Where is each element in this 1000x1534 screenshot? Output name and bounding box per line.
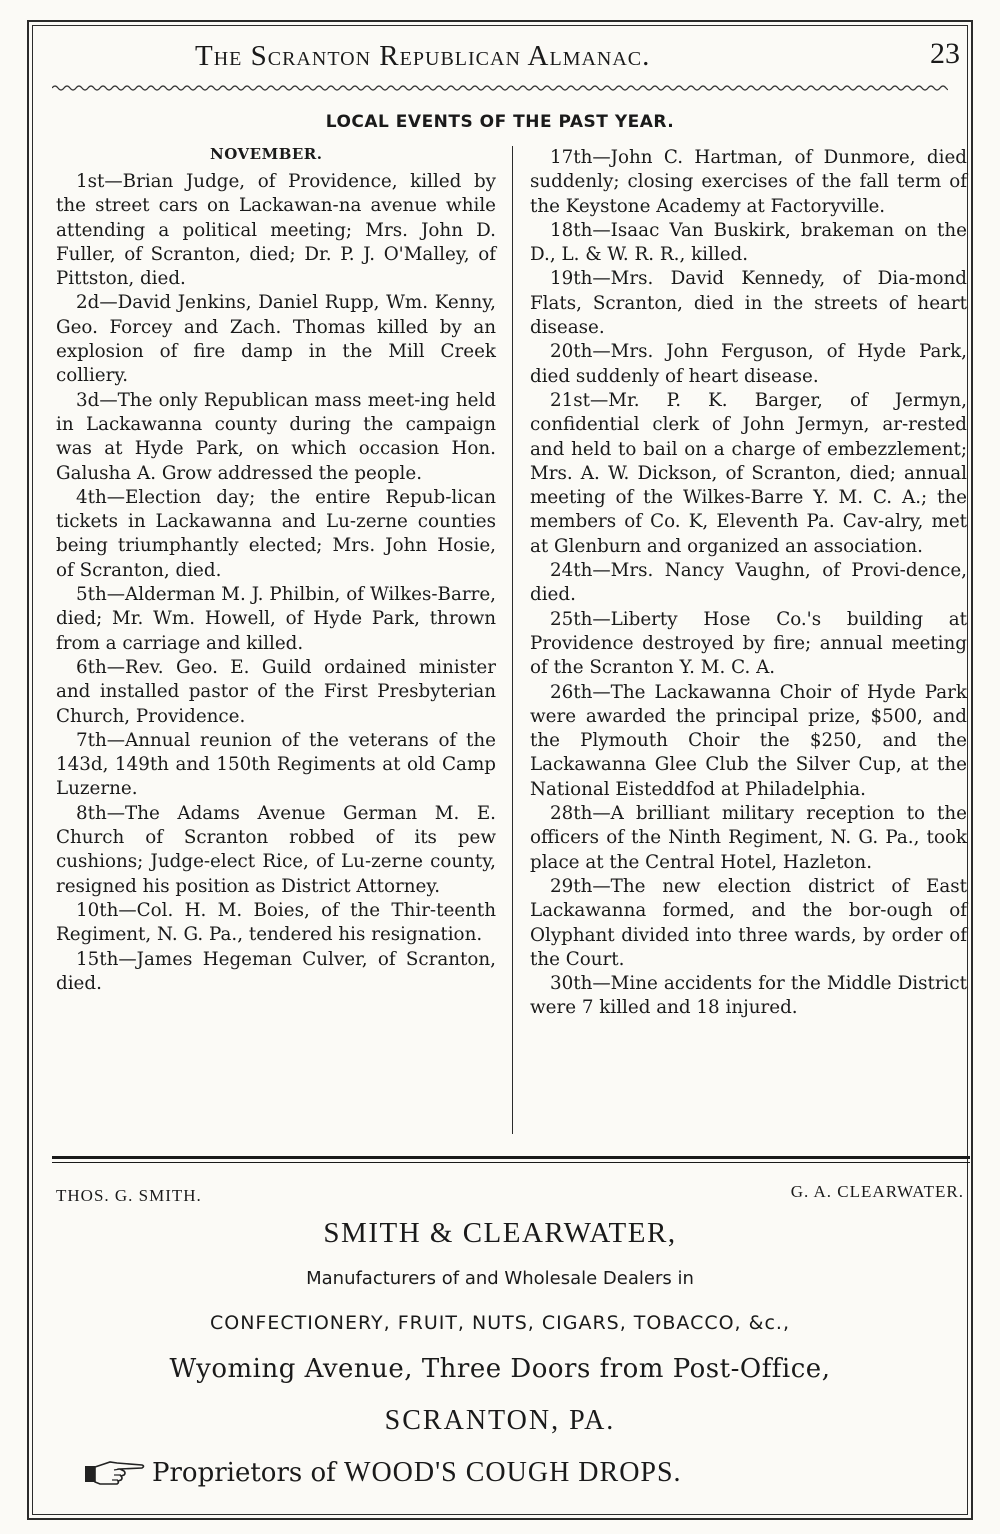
section-title: LOCAL EVENTS OF THE PAST YEAR. <box>325 112 675 132</box>
event-entry: 1st—Brian Judge, of Providence, killed by the street cars on Lackawan-na avenue while attending a political meeting; Mrs. John D. Fuller, of Scranton, died; Dr. P. J. O'Malley, of Pittston, died. <box>56 171 496 290</box>
event-entry: 18th—Isaac Van Buskirk, brakeman on the D., L. & W. R. R., killed. <box>530 219 967 266</box>
event-entry: 26th—The Lackawanna Choir of Hyde Park were awarded the principal prize, $500, and the Plymouth Choir the $250, and the Lackawanna Glee Club the Silver Cup, at the National Eisteddfod at Philadelphia. <box>530 681 967 800</box>
events-column-right <box>530 146 967 1021</box>
partner-name-right: G. A. CLEARWATER. <box>790 1182 964 1201</box>
event-entry: 25th—Liberty Hose Co.'s building at Providence destroyed by fire; annual meeting of the Scranton Y. M. C. A. <box>530 608 967 679</box>
firm-name: SMITH & CLEARWATER, <box>323 1217 677 1249</box>
event-entry: 21st—Mr. P. K. Barger, of Jermyn, confidential clerk of John Jermyn, ar-rested and held to bail on a charge of embezzlement; Mrs. A. W. Dickson, of Scranton, died; annual meeting of the Wilkes-Barre Y. M. C. A.; the members of Co. K, Eleventh Pa. Cav-alry, met at Glenburn and organized an association. <box>530 389 967 557</box>
proprietors-prefix: Proprietors of <box>152 1458 336 1488</box>
firm-city: SCRANTON, PA. <box>384 1405 616 1436</box>
pointing-hand-icon <box>84 1459 146 1492</box>
almanac-title <box>195 40 815 73</box>
event-entry: 8th—The Adams Avenue German M. E. Church of Scranton robbed of its pew cushions; Judge-elect Rice, of Lu-zerne county, resigned his position as District Attorney. <box>56 802 496 897</box>
event-entry: 20th—Mrs. John Ferguson, of Hyde Park, died suddenly of heart disease. <box>530 341 967 387</box>
column-divider <box>512 146 513 1134</box>
advertisement-rule-thin <box>52 1162 970 1163</box>
event-entry: 5th—Alderman M. J. Philbin, of Wilkes-Barre, died; Mr. Wm. Howell, of Hyde Park, thrown from a carriage and killed. <box>56 584 496 654</box>
month-heading: NOVEMBER. <box>210 145 323 163</box>
product-name: WOOD'S COUGH DROPS. <box>344 1457 682 1488</box>
decorative-wavy-rule <box>52 82 948 94</box>
proprietors-line <box>84 1457 682 1492</box>
page-number: 23 <box>930 37 960 70</box>
event-entry: 24th—Mrs. Nancy Vaughn, of Provi-dence, died. <box>530 560 967 606</box>
partner-name-left: THOS. G. SMITH. <box>56 1186 202 1205</box>
event-entry: 4th—Election day; the entire Repub-lican tickets in Lackawanna and Lu-zerne counties being triumphantly elected; Mrs. John Hosie, of Scranton, died. <box>56 486 496 581</box>
event-entry: 2d—David Jenkins, Daniel Rupp, Wm. Kenny, Geo. Forcey and Zach. Thomas killed by an explosion of fire damp in the Mill Creek colliery. <box>56 292 496 387</box>
advertisement-rule-thick <box>52 1156 970 1159</box>
firm-description: Manufacturers of and Wholesale Dealers in <box>306 1268 694 1289</box>
goods-list: CONFECTIONERY, FRUIT, NUTS, CIGARS, TOBACCO, &c., <box>210 1312 790 1334</box>
event-entry: 30th—Mine accidents for the Middle District were 7 killed and 18 injured. <box>530 973 967 1019</box>
event-entry: 29th—The new election district of East Lackawanna formed, and the bor-ough of Olyphant divided into three wards, by order of the Court. <box>530 875 967 970</box>
events-column-left <box>56 170 496 996</box>
event-entry: 17th—John C. Hartman, of Dunmore, died suddenly; closing exercises of the fall term of the Keystone Academy at Factoryville. <box>530 147 967 217</box>
event-entry: 10th—Col. H. M. Boies, of the Thir-teenth Regiment, N. G. Pa., tendered his resignation. <box>56 899 496 946</box>
event-entry: 3d—The only Republican mass meet-ing held in Lackawanna county during the campaign was at Hyde Park, on which occasion Hon. Galusha A. Grow addressed the people. <box>56 389 496 484</box>
almanac-title-text: The Scranton Republican Almanac. <box>195 40 651 72</box>
event-entry: 6th—Rev. Geo. E. Guild ordained minister and installed pastor of the First Presbyterian Church, Providence. <box>56 656 496 727</box>
event-entry: 15th—James Hegeman Culver, of Scranton, died. <box>56 948 496 994</box>
event-entry: 28th—A brilliant military reception to the officers of the Ninth Regiment, N. G. Pa., took place at the Central Hotel, Hazleton. <box>530 803 967 873</box>
event-entry: 19th—Mrs. David Kennedy, of Dia-mond Flats, Scranton, died in the streets of heart disease. <box>530 268 967 339</box>
firm-address: Wyoming Avenue, Three Doors from Post-Office, <box>169 1354 831 1384</box>
event-entry: 7th—Annual reunion of the veterans of the 143d, 149th and 150th Regiments at old Camp Luzerne. <box>56 729 496 800</box>
